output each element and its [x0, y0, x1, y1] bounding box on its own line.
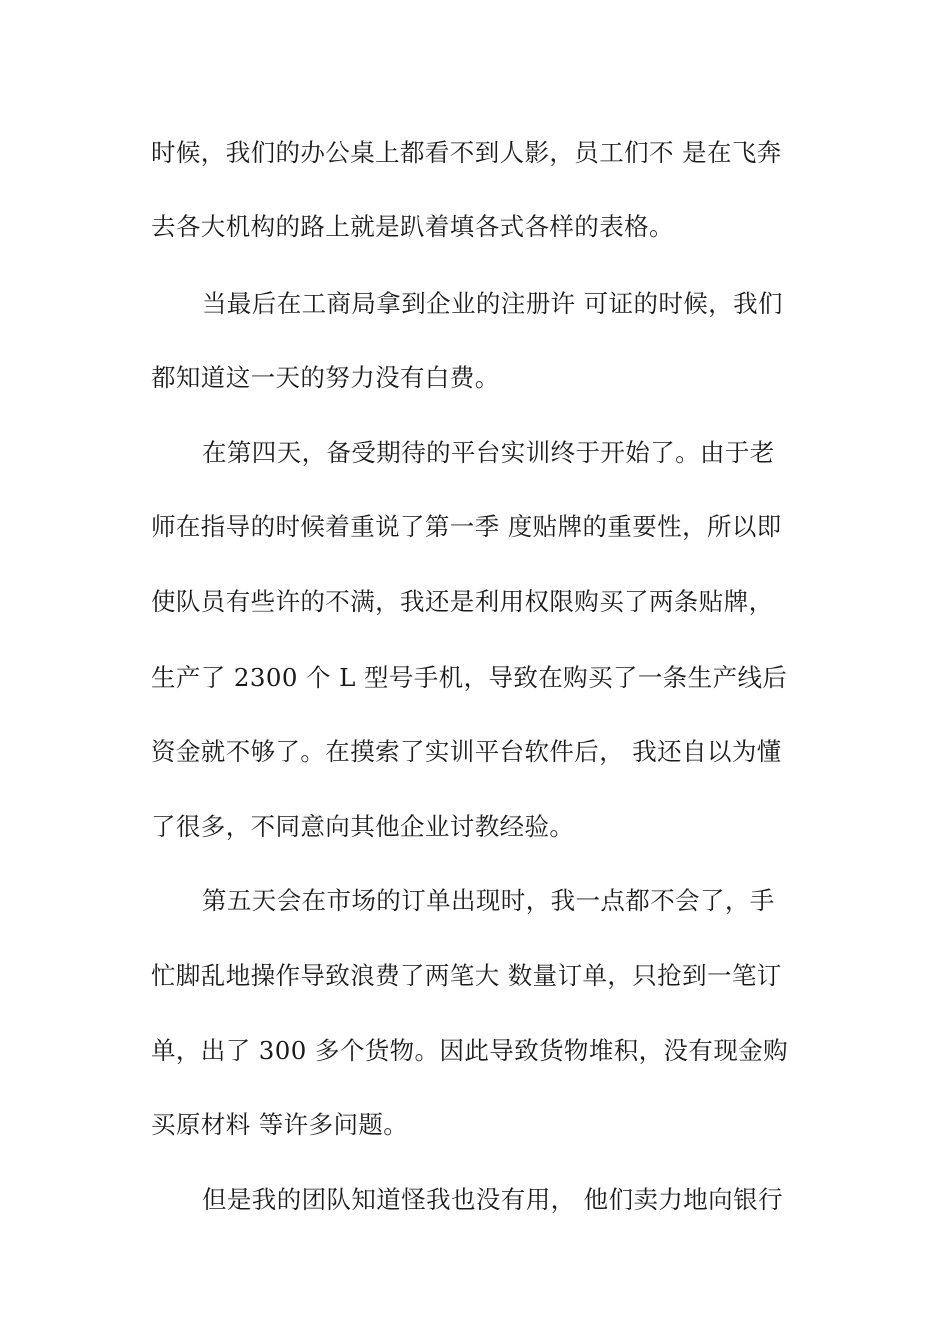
text-line: 生产了 2300 个 L 型号手机，导致在购买了一条生产线后	[151, 663, 788, 692]
text-line: 师在指导的时候着重说了第一季 度贴牌的重要性，所以即	[151, 512, 782, 541]
text-line: 使队员有些许的不满，我还是利用权限购买了两条贴牌，	[151, 587, 774, 616]
paragraph-start-line: 第五天会在市场的订单出现时，我一点都不会了，手	[202, 886, 775, 915]
paragraph-start-line: 在第四天，备受期待的平台实训终于开始了。由于老	[202, 438, 775, 467]
paragraph-start-line: 当最后在工商局拿到企业的注册许 可证的时候，我们	[202, 289, 783, 318]
text-line: 资金就不够了。在摸索了实训平台软件后， 我还自以为懂	[151, 737, 782, 766]
text-line: 了很多，不同意向其他企业讨教经验。	[151, 812, 575, 841]
text-line: 忙脚乱地操作导致浪费了两笔大 数量订单，只抢到一笔订	[151, 961, 782, 990]
text-line: 时候，我们的办公桌上都看不到人影，员工们不 是在飞奔	[151, 138, 782, 167]
paragraph-start-line: 但是我的团队知道怪我也没有用， 他们卖力地向银行	[202, 1185, 783, 1214]
text-line: 买原材料 等许多问题。	[151, 1110, 409, 1139]
text-line: 都知道这一天的努力没有白费。	[151, 363, 500, 392]
text-line: 去各大机构的路上就是趴着填各式各样的表格。	[151, 212, 674, 241]
text-line: 单，出了 300 多个货物。因此导致货物堆积，没有现金购	[151, 1036, 789, 1065]
